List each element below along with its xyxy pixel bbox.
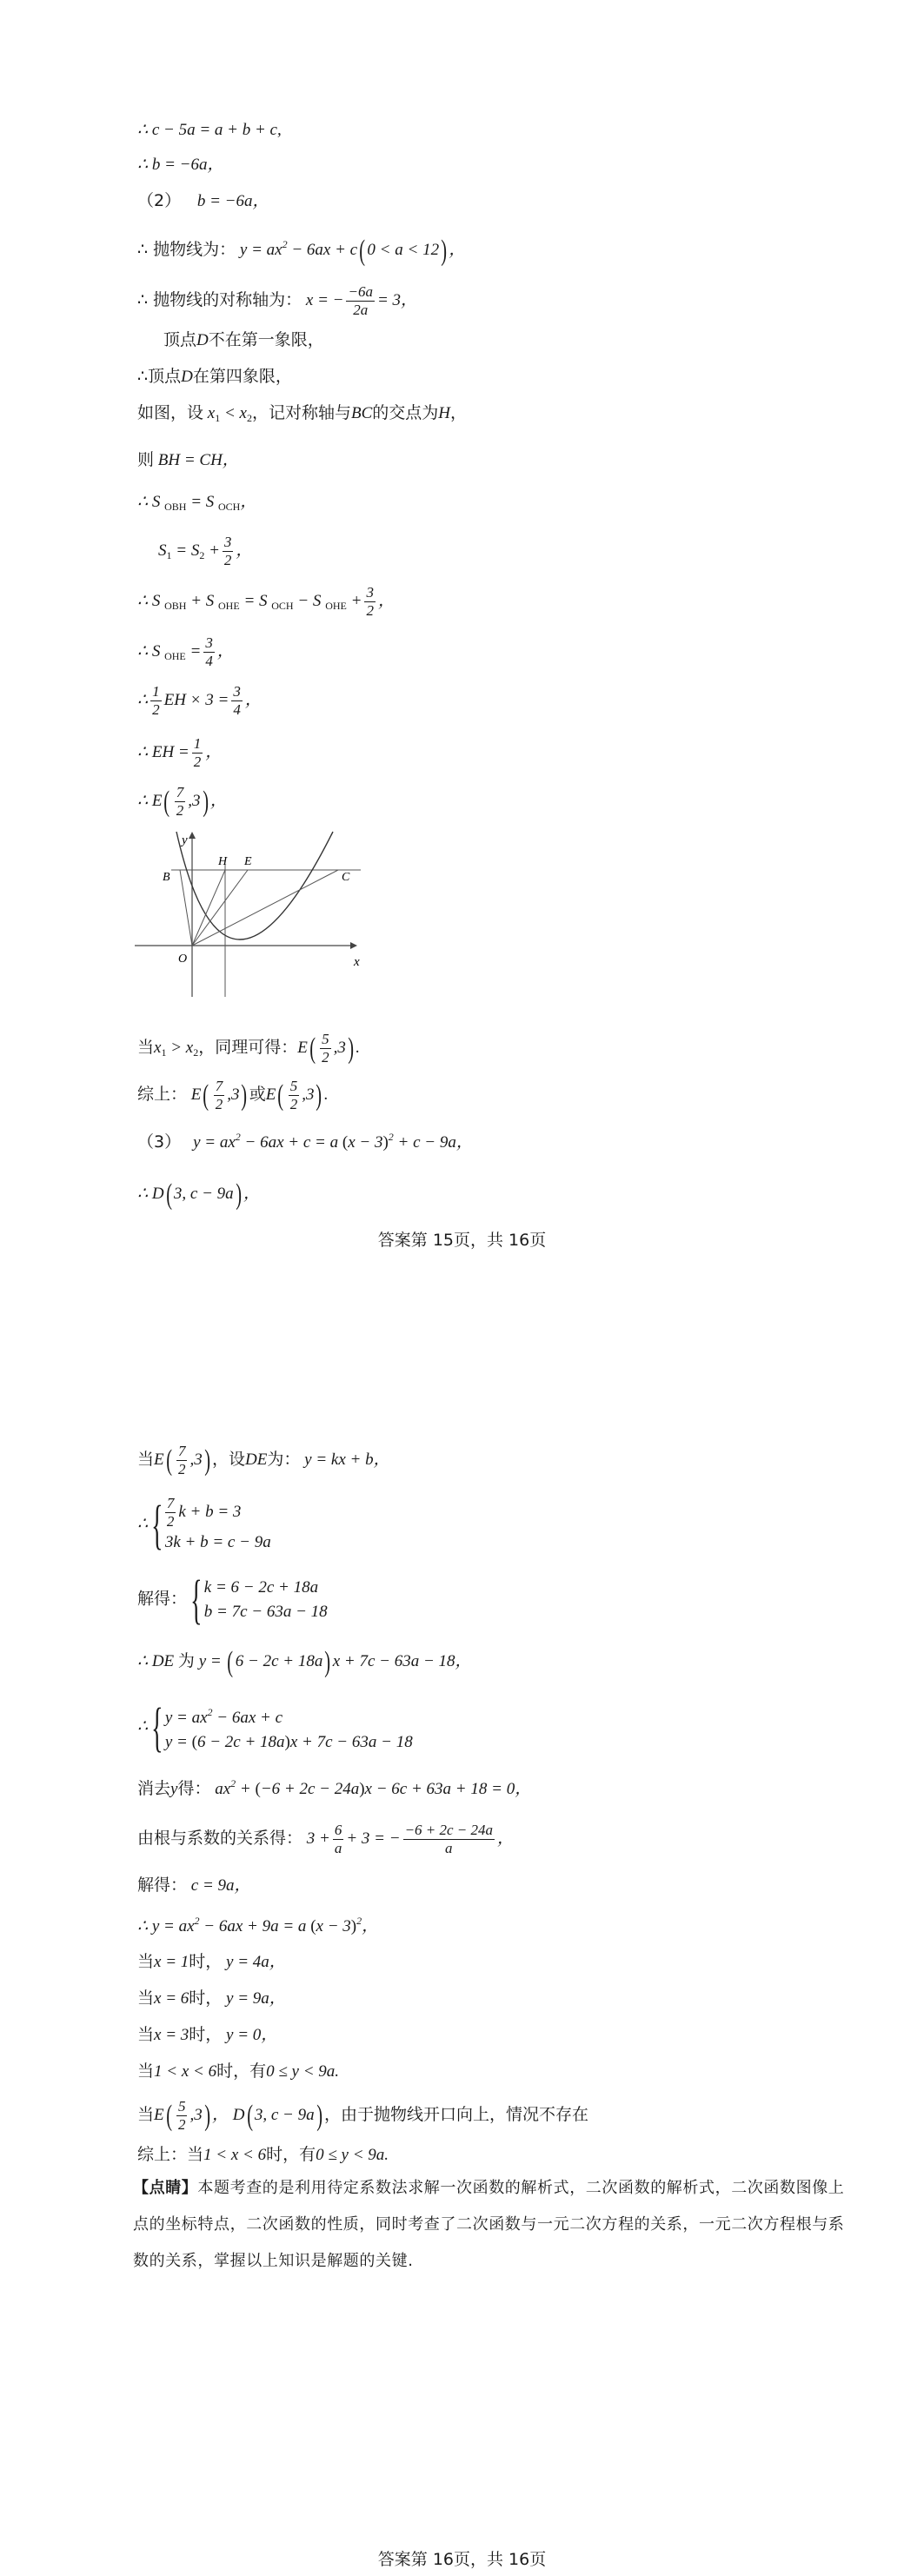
range-1: 当1 < x < 6时，有0 ≤ y < 9a.: [137, 2061, 340, 2081]
label-h: H: [218, 855, 228, 868]
page16-footer: 答案第 16页，共 16页: [377, 2550, 547, 2569]
vertex-not-q1: 顶点D不在第一象限，: [163, 330, 324, 349]
line-oc: [192, 870, 338, 946]
bh-eq-ch: 则 BH = CH，: [137, 450, 239, 469]
parabola-curve: [176, 832, 333, 939]
parabola-figure: [133, 830, 368, 999]
eq-b-neg6a: ∴ b = −6a，: [137, 156, 224, 174]
when-x-3: 当x = 3时， y = 0，: [137, 2025, 278, 2044]
eh-value: ∴ EH = $\frac{1}{2}$ ，: [137, 735, 223, 770]
part3-expr: （3） $y = ax^2 - 6ax + c = a$ $(x - 3)^2 + c - 9a$，: [137, 1131, 473, 1152]
s1-s2: $S_1 = S_2$ + $\frac{3}{2}$ ，: [158, 534, 253, 568]
system-solution: 解得：{ k = 6 − 2c + 18a b = 7c − 63a − 18: [137, 1570, 328, 1630]
eq-c-minus-5a: ∴ c − 5a = a + b + c,: [137, 121, 282, 139]
set-intersection: 如图，设 $x_1 < x_2$，记对称轴与BC的交点为H，: [137, 403, 468, 424]
label-c: C: [342, 871, 350, 884]
when-e-52: 当E( $\frac{5}{2}$ ,3) ， D( 3, c − 9a) ，由于抛物线开口向上，情况不存在: [137, 2098, 588, 2133]
area-obh-och: ∴ S $_{OBH}$ = S $_{OCH}$，: [137, 493, 257, 513]
when-e-72: 当E( $\frac{7}{2}$ ,3) ，设DE为： y = kx + b，: [137, 1443, 390, 1477]
vieta: 由根与系数的关系得： 3 + $\frac{6}{a}$ + 3 = − $\frac{-6 + 2c - 24a}{a}$ ，: [137, 1822, 515, 1856]
label-e: E: [244, 855, 252, 868]
system-2: ∴{ $y = ax^2 - 6ax + c$ y = (6 − 2c + 18a)x + 7c − 63a − 18: [137, 1697, 413, 1757]
comment-paragraph: [133, 2170, 846, 2280]
vertex-d: ∴ D( 3, c − 9a) ，: [137, 1178, 260, 1211]
label-b: B: [163, 871, 170, 884]
when-x-6: 当x = 6时， y = 9a，: [137, 1988, 286, 2008]
case-x1-gt-x2: 当$x_1 > x_2$，同理可得：E( $\frac{5}{2}$ ,3) .: [137, 1031, 360, 1066]
point-e-1: ∴ E( $\frac{7}{2}$ ,3) ，: [137, 784, 227, 819]
final-summary: 综上：当1 < x < 6时，有0 ≤ y < 9a.: [137, 2145, 389, 2164]
area-sum: ∴ S $_{OBH}$ + S $_{OHE}$ = S $_{OCH}$ − S $_{OHE}$ + $\frac{3}{2}$ ，: [137, 584, 395, 619]
eliminate-y: 消去y得： $ax^2 + (-6 + 2c - 24a)x - 6c + 63a + 18 = 0$，: [137, 1777, 532, 1798]
de-expression: ∴ DE 为 y = ( 6 − 2c + 18a) x + 7c − 63a − 18，: [137, 1646, 472, 1678]
vertex-in-q4: ∴顶点D在第四象限，: [137, 367, 292, 386]
label-o: O: [178, 953, 188, 966]
system-1: ∴{ $\frac{7}{2}$ k + b = 3 3k + b = c − 9a: [137, 1495, 271, 1555]
label-x: x: [354, 955, 360, 969]
y-axis-arrow: [189, 832, 196, 839]
parabola-eq: ∴ 抛物线为： $y = ax^2 - 6ax + c$( 0 < a < 12) ，: [137, 235, 466, 267]
comment-body: 本题考查的是利用待定系数法求解一次函数的解析式，二次函数的解析式，二次函数图像上点的坐标特点，二次函数的性质，同时考查了二次函数与一元二次方程的关系，一元二次方程根与系数的关系，掌握以上知识是解题的关键.: [133, 2179, 845, 2270]
part2-label: （2） b = −6a，: [137, 191, 269, 210]
solve-c: 解得： c = 9a，: [137, 1876, 251, 1895]
x-axis-arrow: [350, 942, 357, 949]
summary-e: 综上： E( $\frac{7}{2}$ ,3) 或E( $\frac{5}{2}$ ,3) .: [137, 1078, 329, 1112]
label-y: y: [182, 833, 188, 847]
area-ohe: ∴ S $_{OHE}$ = $\frac{3}{4}$ ，: [137, 634, 234, 669]
when-x-1: 当x = 1时， y = 4a，: [137, 1952, 286, 1971]
comment-label: 【点睛】: [133, 2179, 198, 2197]
y-vertex-form: ∴ $y = ax^2 - 6ax + 9a = a$ $(x - 3)^2$，: [137, 1915, 379, 1935]
axis-of-symmetry: ∴ 抛物线的对称轴为： x = − $\frac{-6a}{2a}$ = 3，: [137, 283, 418, 318]
eh-times-3: ∴ $\frac{1}{2}$ EH × 3 = $\frac{3}{4}$ ，: [137, 683, 262, 718]
page15-footer: 答案第 15页，共 16页: [377, 1231, 547, 1250]
